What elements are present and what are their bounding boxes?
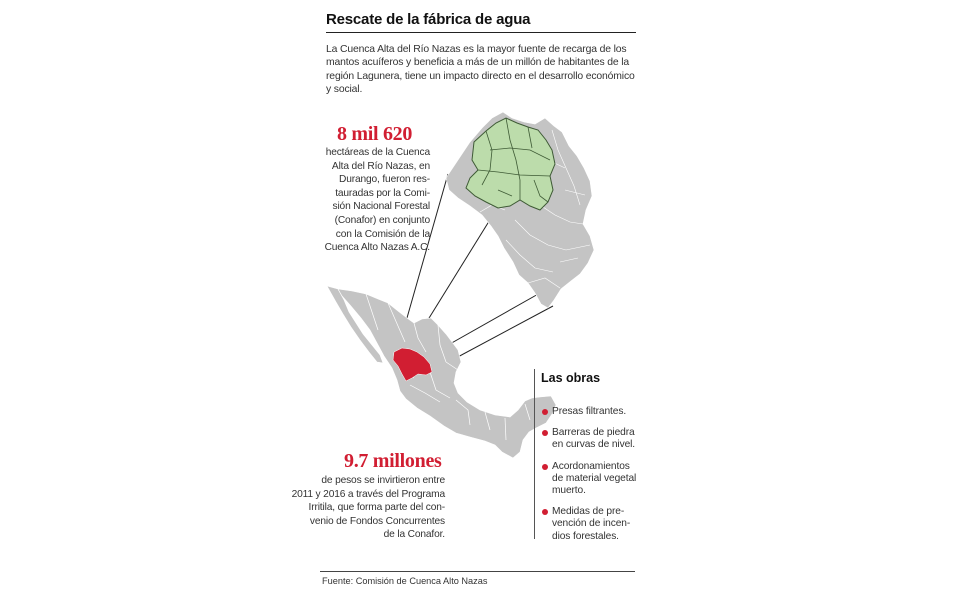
works-item-line: vención de incen- — [552, 518, 631, 530]
stat-hectares-line: Cuenca Alto Nazas A.C. — [324, 242, 430, 254]
works-divider — [534, 369, 535, 539]
works-item-line: en curvas de nivel. — [552, 439, 636, 451]
works-item-line: Barreras de piedra — [552, 427, 635, 439]
stat-hectares-line: tauradas por la Comi- — [335, 187, 430, 199]
stat-investment-line: Irritila, que forma parte del con- — [308, 502, 445, 514]
stat-investment-description — [270, 474, 445, 542]
bullet-dot-icon — [542, 509, 548, 515]
stat-hectares-number: 8 mil 620 — [337, 123, 413, 145]
works-item — [542, 427, 652, 451]
stat-investment-line: venio de Fondos Concurrentes — [309, 515, 445, 527]
stat-investment-line: de pesos se invirtieron entre — [321, 475, 445, 486]
intro-paragraph: La Cuenca Alta del Río Nazas es la mayor fuente de recarga de los mantos acuíferos y beneficia a más de un millón de habitantes de la región Lagunera, tiene un impacto directo en el desarrollo económico y social. — [326, 44, 635, 95]
works-item-line: dios forestales. — [552, 530, 619, 542]
stat-investment-line: 2011 y 2016 a través del Programa — [291, 488, 445, 500]
works-item-line: Medidas de pre- — [552, 506, 625, 518]
works-item-line: muerto. — [552, 485, 586, 497]
works-item — [542, 506, 652, 543]
stat-hectares-line: (Conafor) en conjunto — [334, 214, 430, 226]
stat-hectares-line: Durango, fueron res- — [338, 174, 430, 186]
stat-hectares-description — [300, 146, 430, 255]
infographic-title: Rescate de la fábrica de agua — [326, 11, 531, 28]
source-credit: Fuente: Comisión de Cuenca Alto Nazas — [322, 576, 488, 586]
stat-hectares-line: con la Comisión de la — [335, 228, 430, 240]
bullet-dot-icon — [542, 430, 548, 436]
stat-hectares-line: Alta del Río Nazas, en — [331, 160, 430, 172]
durango-state-map — [446, 112, 594, 308]
stat-investment-line: de la Conafor. — [383, 529, 445, 541]
works-list — [542, 406, 652, 552]
works-item — [542, 406, 652, 418]
stat-hectares-line: sión Nacional Forestal — [332, 201, 430, 213]
works-item-line: Presas filtrantes. — [552, 406, 627, 417]
works-item — [542, 461, 652, 498]
works-item-line: Acordonamientos — [552, 460, 630, 472]
works-item-line: de material vegetal — [552, 472, 637, 484]
bullet-dot-icon — [542, 409, 548, 415]
stat-hectares-line: hectáreas de la Cuenca — [325, 147, 430, 158]
bullet-dot-icon — [542, 464, 548, 470]
mexico-mainland-shape — [338, 289, 556, 458]
stat-investment-number: 9.7 millones — [344, 450, 442, 472]
source-divider — [320, 571, 635, 572]
mexico-map — [327, 286, 556, 458]
works-title: Las obras — [541, 371, 601, 385]
